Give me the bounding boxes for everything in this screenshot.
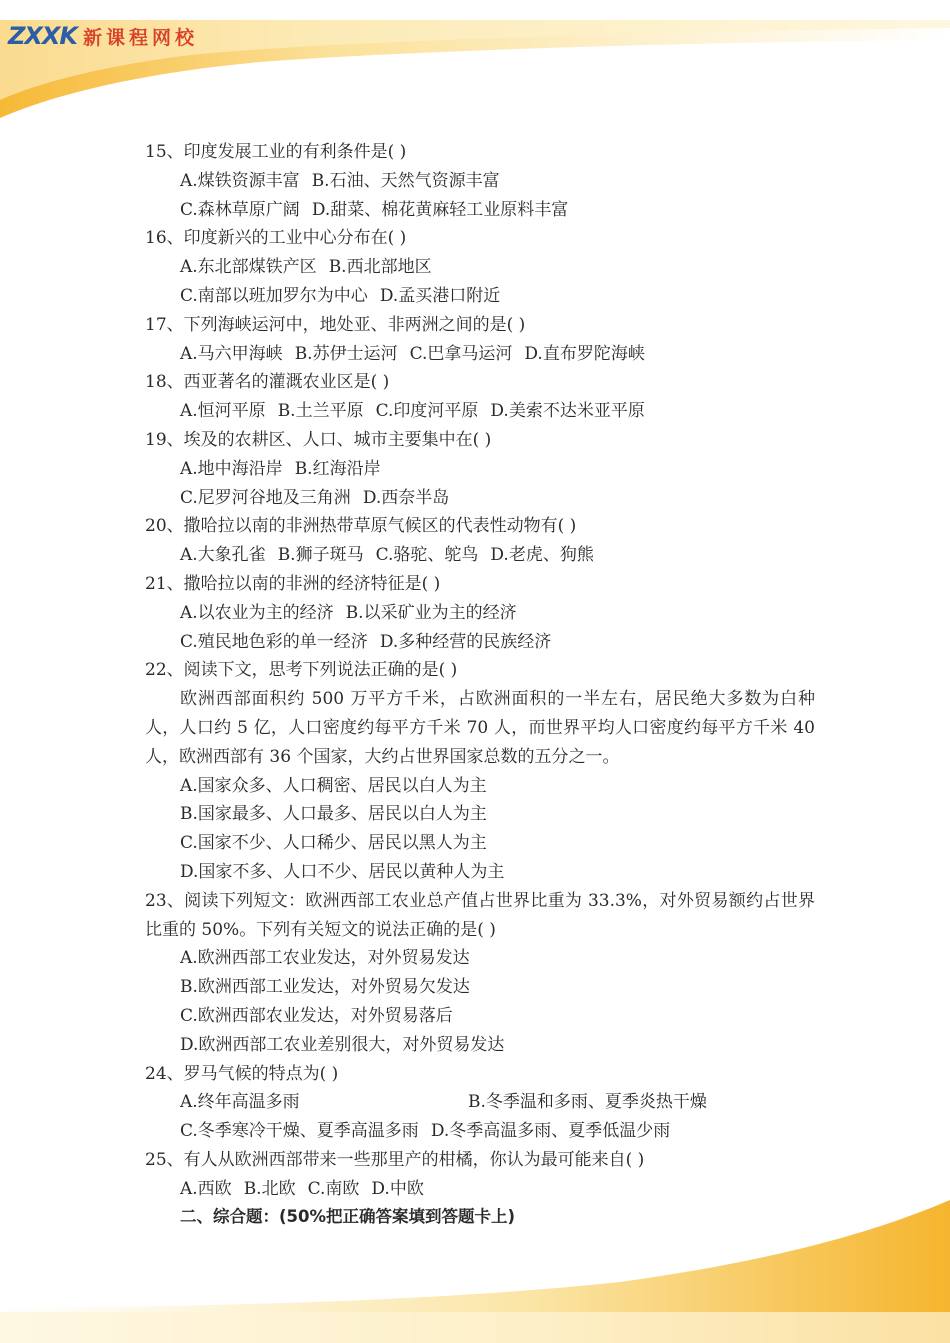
question-option: B.土兰平原 xyxy=(277,401,364,422)
question-option: C.巴拿马运河 xyxy=(409,343,513,364)
question-24-stem: 24、罗马气候的特点为( ) xyxy=(145,1063,339,1084)
question-option: B.石油、天然气资源丰富 xyxy=(311,170,500,191)
question-options-line xyxy=(145,282,815,311)
question-24-option: D.冬季高温多雨、夏季低温少雨 xyxy=(430,1121,671,1142)
question-25-option: B.北欧 xyxy=(243,1178,296,1199)
question-23-stem: 23、阅读下列短文：欧洲西部工农业总产值占世界比重为 33.3%，对外贸易额约占世界比重的 50%。下列有关短文的说法正确的是( ) xyxy=(145,890,815,940)
question-option: A.恒河平原 xyxy=(180,401,266,422)
question-option: C.印度河平原 xyxy=(375,401,479,422)
question-option: D.甜菜、棉花黄麻轻工业原料丰富 xyxy=(311,199,569,220)
question-stem: 19、埃及的农耕区、人口、城市主要集中在( ) xyxy=(145,429,492,450)
question-option: B.西北部地区 xyxy=(328,257,432,278)
question-options-line xyxy=(145,196,815,225)
question-options-line xyxy=(145,628,815,657)
question-options-line xyxy=(145,253,815,282)
question-23-option: C.欧洲西部农业发达，对外贸易落后 xyxy=(180,1005,453,1026)
question-stem: 18、西亚著名的灌溉农业区是( ) xyxy=(145,372,390,393)
question-option: A.东北部煤铁产区 xyxy=(180,257,317,278)
question-option: B.苏伊士运河 xyxy=(294,343,398,364)
question-25-option: C.南欧 xyxy=(307,1178,360,1199)
question-options-line xyxy=(145,167,815,196)
logo-name: 新课程网校 xyxy=(83,26,199,49)
multiple-choice-block xyxy=(145,138,815,656)
question-option: C.殖民地色彩的单一经济 xyxy=(180,631,368,652)
question-22-option: B.国家最多、人口最多、居民以白人为主 xyxy=(180,804,487,825)
question-option: B.以采矿业为主的经济 xyxy=(345,602,517,623)
question-options-line xyxy=(145,484,815,513)
question-22-option: D.国家不多、人口不少、居民以黄种人为主 xyxy=(180,861,505,882)
question-option: D.美索不达米亚平原 xyxy=(490,401,645,422)
question-stem: 15、印度发展工业的有利条件是( ) xyxy=(145,142,407,162)
question-option: B.狮子斑马 xyxy=(277,545,364,566)
question-25-stem: 25、有人从欧洲西部带来一些那里产的柑橘，你认为最可能来自( ) xyxy=(145,1149,645,1170)
question-option: D.西奈半岛 xyxy=(362,487,450,508)
question-option: A.煤铁资源丰富 xyxy=(180,170,300,191)
question-24-option: A.终年高温多雨 xyxy=(180,1092,300,1113)
header-banner xyxy=(0,0,950,130)
question-options-line xyxy=(145,455,815,484)
question-22-option: C.国家不少、人口稀少、居民以黑人为主 xyxy=(180,833,487,854)
site-logo xyxy=(8,22,198,50)
question-option: A.地中海沿岸 xyxy=(180,458,283,479)
question-option: C.森林草原广阔 xyxy=(180,199,300,220)
question-option: D.多种经营的民族经济 xyxy=(379,631,552,652)
question-25-options-line xyxy=(145,1175,815,1204)
question-options-line xyxy=(145,541,815,570)
question-22-passage: 欧洲西部面积约 500 万平方千米，占欧洲面积的一半左右，居民绝大多数为白种人，人口约 5 亿，人口密度约每平方千米 70 人，而世界平均人口密度约每平方千米 40 人，欧洲西部有 36 个国家，大约占世界国家总数的五分之一。 xyxy=(145,689,815,767)
question-24-options-line xyxy=(145,1117,815,1146)
section-2-heading: 二、综合题：(50%把正确答案填到答题卡上) xyxy=(180,1207,516,1227)
question-option: A.马六甲海峡 xyxy=(180,343,283,364)
question-24-option: B.冬季温和多雨、夏季炎热干燥 xyxy=(468,1092,707,1113)
question-option: B.红海沿岸 xyxy=(294,458,381,479)
question-23-option: D.欧洲西部工农业差别很大，对外贸易发达 xyxy=(180,1034,505,1055)
question-option: A.以农业为主的经济 xyxy=(180,602,334,623)
question-option: D.孟买港口附近 xyxy=(379,285,501,306)
banner-swoosh xyxy=(0,0,950,130)
question-stem: 21、撒哈拉以南的非洲的经济特征是( ) xyxy=(145,573,441,594)
question-option: C.南部以班加罗尔为中心 xyxy=(180,285,368,306)
question-option: A.大象孔雀 xyxy=(180,545,266,566)
question-option: C.骆驼、鸵鸟 xyxy=(375,545,479,566)
question-23-option: B.欧洲西部工业发达，对外贸易欠发达 xyxy=(180,977,470,998)
question-options-line xyxy=(145,397,815,426)
question-stem: 20、撒哈拉以南的非洲热带草原气候区的代表性动物有( ) xyxy=(145,516,577,537)
exam-questions xyxy=(145,138,815,1232)
question-option: C.尼罗河谷地及三角洲 xyxy=(180,487,351,508)
question-25-option: D.中欧 xyxy=(371,1178,424,1199)
logo-mark: ZXXK xyxy=(8,22,78,50)
question-22-stem: 22、阅读下文，思考下列说法正确的是( ) xyxy=(145,660,458,681)
question-options-line xyxy=(145,599,815,628)
question-22-option: A.国家众多、人口稠密、居民以白人为主 xyxy=(180,775,487,796)
question-23-option: A.欧洲西部工农业发达，对外贸易发达 xyxy=(180,948,470,969)
question-option: D.直布罗陀海峡 xyxy=(524,343,645,364)
question-24-options-line xyxy=(145,1088,815,1117)
question-stem: 16、印度新兴的工业中心分布在( ) xyxy=(145,228,407,249)
question-25-option: A.西欧 xyxy=(180,1178,232,1199)
question-stem: 17、下列海峡运河中，地处亚、非两洲之间的是( ) xyxy=(145,314,526,335)
question-24-option: C.冬季寒冷干燥、夏季高温多雨 xyxy=(180,1121,419,1142)
question-options-line xyxy=(145,340,815,369)
question-option: D.老虎、狗熊 xyxy=(490,545,594,566)
